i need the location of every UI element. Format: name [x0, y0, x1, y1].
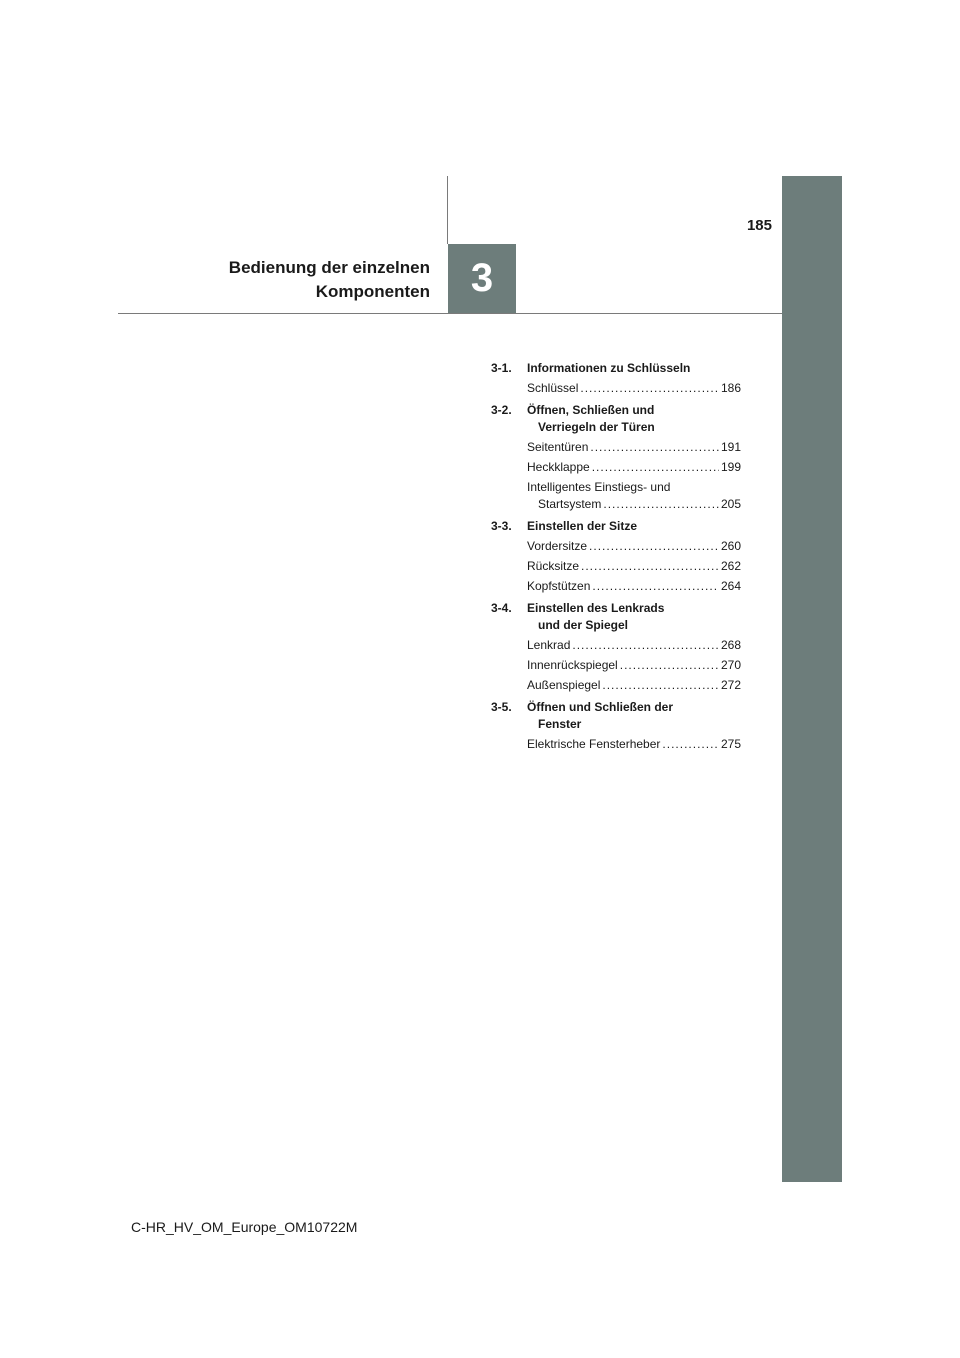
toc-entry-title: Rücksitze: [527, 559, 580, 573]
toc-entry[interactable]: [527, 439, 741, 456]
toc-entry-title: Vordersitze: [527, 539, 588, 553]
toc-entry-title: Intelligentes Einstiegs- und: [527, 480, 671, 494]
toc-entry-title: Außenspiegel: [527, 678, 601, 692]
toc-section-title: Einstellen der Sitze: [527, 519, 638, 533]
toc-entry[interactable]: [527, 657, 741, 674]
toc-entry-page: 272: [720, 678, 741, 692]
toc-section-title: und der Spiegel: [538, 618, 629, 632]
toc-section-number: 3-2.: [491, 403, 512, 417]
toc-section-number: 3-1.: [491, 361, 512, 375]
toc-leader-dots: [602, 677, 719, 694]
toc-entry-title: Kopfstützen: [527, 579, 591, 593]
toc-leader-dots: [589, 538, 719, 555]
toc-section-title: Öffnen und Schließen der: [527, 700, 674, 714]
chapter-title: [160, 256, 430, 304]
chapter-title-line-1: Bedienung der einzelnen: [228, 258, 430, 277]
toc-section-number: 3-4.: [491, 601, 512, 615]
toc-entry-page: 191: [720, 440, 741, 454]
toc-section-title: Öffnen, Schließen und: [527, 403, 655, 417]
toc-section[interactable]: [491, 518, 741, 535]
toc-entry-title: Elektrische Fensterheber: [527, 737, 661, 751]
toc-entry[interactable]: [527, 637, 741, 654]
toc-entry[interactable]: [527, 459, 741, 476]
chapter-number-box: [448, 244, 516, 313]
toc-entry[interactable]: [527, 479, 741, 513]
toc-entry-title: Innenrückspiegel: [527, 658, 618, 672]
toc-entry-title: Seitentüren: [527, 440, 589, 454]
toc-entry[interactable]: [527, 558, 741, 575]
toc-entry-title: Startsystem: [538, 497, 602, 511]
toc-entry[interactable]: [527, 578, 741, 595]
chapter-title-line-2: Komponenten: [315, 282, 430, 301]
toc-entry[interactable]: [527, 380, 741, 397]
toc-entry-page: 268: [720, 638, 741, 652]
toc-section[interactable]: [491, 699, 741, 733]
toc-entry-page: 262: [720, 559, 741, 573]
toc-entry-title: Heckklappe: [527, 460, 590, 474]
table-of-contents: [491, 355, 741, 753]
toc-section-number: 3-3.: [491, 519, 512, 533]
toc-leader-dots: [603, 496, 719, 513]
toc-leader-dots: [592, 459, 719, 476]
toc-entry[interactable]: [527, 538, 741, 555]
toc-entry-page: 264: [720, 579, 741, 593]
toc-entry-title: Schlüssel: [527, 381, 579, 395]
toc-entry[interactable]: [527, 736, 741, 753]
toc-leader-dots: [662, 736, 719, 753]
toc-leader-dots: [581, 558, 719, 575]
footer-document-code: C-HR_HV_OM_Europe_OM10722M: [131, 1219, 358, 1235]
toc-section[interactable]: [491, 600, 741, 634]
toc-leader-dots: [572, 637, 719, 654]
toc-entry-page: 186: [720, 381, 741, 395]
toc-section-title: Fenster: [538, 717, 582, 731]
toc-section[interactable]: [491, 402, 741, 436]
toc-leader-dots: [580, 380, 719, 397]
toc-section-title: Informationen zu Schlüsseln: [527, 361, 691, 375]
toc-section[interactable]: [491, 360, 741, 377]
chapter-side-tab: [782, 176, 842, 1182]
toc-entry[interactable]: [527, 677, 741, 694]
toc-entry-title: Lenkrad: [527, 638, 571, 652]
toc-section-title: Verriegeln der Türen: [538, 420, 655, 434]
toc-entry-page: 260: [720, 539, 741, 553]
header-rule: [118, 313, 782, 314]
header-vertical-divider: [447, 176, 448, 244]
toc-entry-page: 199: [720, 460, 741, 474]
page-number: 185: [746, 217, 772, 234]
toc-entry-page: 270: [720, 658, 741, 672]
toc-leader-dots: [590, 439, 719, 456]
toc-section-title: Einstellen des Lenkrads: [527, 601, 665, 615]
toc-entry-page: 205: [720, 497, 741, 511]
toc-leader-dots: [592, 578, 719, 595]
toc-leader-dots: [620, 657, 719, 674]
toc-entry-page: 275: [720, 737, 741, 751]
toc-section-number: 3-5.: [491, 700, 512, 714]
chapter-number: 3: [470, 256, 494, 300]
